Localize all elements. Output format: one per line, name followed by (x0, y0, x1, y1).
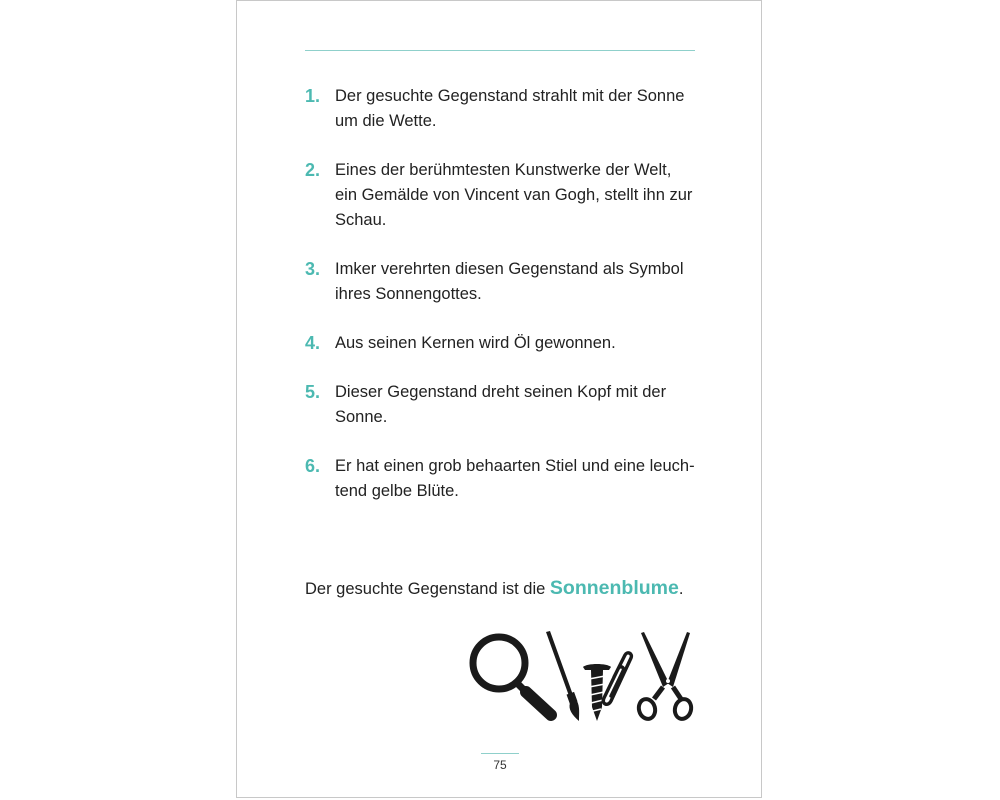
clue-text: Aus seinen Kernen wird Öl gewonnen. (335, 334, 616, 352)
clue-item (305, 331, 705, 356)
clue-item (305, 257, 705, 307)
answer-prefix: Der gesuchte Gegenstand ist die (305, 580, 550, 598)
clue-text: Imker verehrten diesen Gegenstand als Symbol ihres Sonnengottes. (335, 260, 684, 303)
clue-number: 3. (305, 259, 321, 279)
top-divider (305, 50, 695, 51)
answer-suffix: . (678, 580, 684, 598)
clue-item (305, 380, 705, 430)
page-number: 75 (493, 758, 507, 772)
clue-text: Dieser Gegenstand dreht seinen Kopf mit der Sonne. (335, 383, 667, 426)
clue-number: 4. (305, 333, 321, 353)
tools-illustration (469, 629, 699, 725)
magnifying-glass-icon (473, 637, 551, 715)
clue-item (305, 158, 705, 233)
clue-number: 2. (305, 160, 321, 180)
paperclip-icon (603, 653, 631, 704)
clue-item (305, 454, 705, 504)
clue-text: Eines der berühmtesten Kunstwerke der Welt, ein Gemälde von Vincent van Gogh, stellt ihn zur Schau. (335, 161, 693, 229)
clue-item (305, 84, 705, 134)
answer-word: Sonnenblume (549, 577, 679, 599)
clue-text: Er hat einen grob behaarten Stiel und eine leuch-tend gelbe Blüte. (335, 457, 695, 500)
book-page (236, 0, 762, 798)
clue-number: 6. (305, 456, 321, 476)
page-number-rule (481, 753, 519, 754)
answer-line (305, 577, 683, 600)
clue-text: Der gesuchte Gegenstand strahlt mit der Sonne um die Wette. (335, 87, 685, 130)
scissors-icon (637, 632, 694, 721)
clue-number: 1. (305, 86, 321, 106)
clue-number: 5. (305, 382, 321, 402)
